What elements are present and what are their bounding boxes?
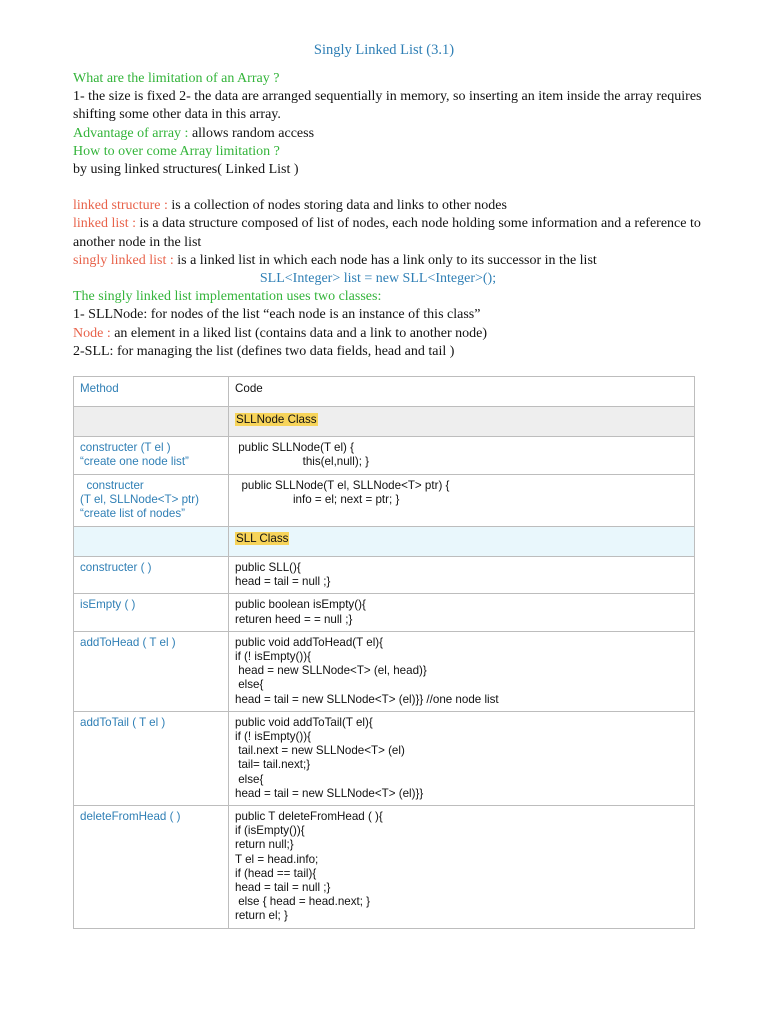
code-line: public void addToHead(T el){	[235, 635, 384, 649]
method-cell: constructer ( )	[74, 557, 229, 594]
answer-array-limitation: 1- the size is fixed 2- the data are arranged sequentially in memory, so inserting an item inside the array requires shifting some other data in this array.	[73, 89, 702, 123]
code-line: else{	[235, 772, 264, 786]
code-line: public boolean isEmpty(){	[235, 598, 366, 612]
method-cell: addToHead ( T el )	[74, 631, 229, 711]
code-cell	[229, 594, 695, 631]
code-line: else { head = head.next; }	[235, 895, 371, 909]
code-line: public void addToTail(T el){	[235, 715, 373, 729]
method-name: constructer	[80, 479, 144, 492]
table-row	[74, 631, 695, 711]
method-note: “create list of nodes”	[80, 507, 186, 521]
example-code-line: SLL<Integer> list = new SLL<Integer>();	[259, 271, 497, 287]
linked-structure-def	[73, 197, 703, 215]
code-line: head = tail = new SLLNode<T> (el)}} //one node list	[235, 692, 499, 706]
code-cell	[229, 631, 695, 711]
code-line: return null;}	[235, 838, 294, 852]
linked-structure-label: linked structure :	[73, 198, 168, 214]
method-name: constructer (T el )	[80, 441, 171, 454]
node-text: an element in a liked list (contains data and a link to another node)	[110, 325, 488, 341]
method-note: “create one node list”	[80, 455, 189, 469]
question-array-limitation: What are the limitation of an Array ?	[73, 71, 280, 86]
class-two-line: 2-SLL: for managing the list (defines two data fields, head and tail )	[73, 343, 455, 359]
table-row	[74, 437, 695, 475]
code-line: head = new SLLNode<T> (el, head)}	[235, 664, 427, 678]
table-row	[74, 711, 695, 805]
code-line: return el; }	[235, 909, 288, 923]
method-cell	[74, 437, 229, 475]
code-line: if (! isEmpty()){	[235, 650, 312, 664]
class-one-line: 1- SLLNode: for nodes of the list “each node is an instance of this class”	[73, 307, 481, 323]
spacer	[73, 179, 703, 197]
section-sll	[229, 527, 695, 557]
page-title: Singly Linked List (3.1)	[313, 42, 455, 58]
advantage-line	[73, 125, 703, 143]
code-line: tail.next = new SLLNode<T> (el)	[235, 744, 405, 758]
advantage-label: Advantage of array :	[73, 125, 189, 141]
table-row	[74, 475, 695, 527]
method-cell	[74, 475, 229, 527]
singly-linked-list-label: singly linked list :	[73, 252, 174, 268]
code-cell	[229, 711, 695, 805]
code-line: returen heed = = null ;}	[235, 612, 353, 626]
linked-structure-text: is a collection of nodes storing data and links to other nodes	[167, 198, 507, 214]
sll-methods	[74, 557, 695, 929]
header-code: Code	[229, 377, 695, 407]
code-line: else{	[235, 678, 264, 692]
code-line: if (! isEmpty()){	[235, 730, 312, 744]
code-line: head = tail = new SLLNode<T> (el)}}	[235, 786, 424, 800]
singly-linked-list-def	[73, 252, 703, 270]
intro-section	[73, 70, 703, 361]
table-row	[74, 594, 695, 631]
code-line: public T deleteFromHead ( ){	[235, 810, 383, 824]
linked-list-def	[73, 215, 703, 251]
code-line: this(el,null); }	[235, 455, 370, 469]
code-line: tail= tail.next;}	[235, 758, 311, 772]
question-overcome: How to over come Array limitation ?	[73, 143, 280, 159]
code-line: public SLLNode(T el) {	[235, 441, 355, 454]
table-header-row	[74, 377, 695, 407]
section-sllnode	[229, 407, 695, 437]
linked-list-text: is a data structure composed of list of nodes, each node holding some information and a reference to another node in the list	[73, 216, 701, 250]
code-cell	[229, 475, 695, 527]
code-line: if (isEmpty()){	[235, 824, 305, 838]
table-row	[74, 806, 695, 929]
section-sll-label: SLL Class	[236, 532, 289, 545]
code-cell	[229, 437, 695, 475]
singly-linked-list-text: is a linked list in which each node has a link only to its successor in the list	[173, 252, 597, 268]
node-label: Node :	[73, 325, 111, 341]
section-sllnode-label: SLLNode Class	[236, 413, 317, 426]
code-cell	[229, 806, 695, 929]
node-def	[73, 325, 703, 343]
section-sllnode-row	[74, 407, 695, 437]
code-cell	[229, 557, 695, 594]
method-cell: addToTail ( T el )	[74, 711, 229, 805]
code-line: head = tail = null ;}	[235, 575, 331, 589]
code-line: T el = head.info;	[235, 852, 319, 866]
advantage-text: allows random access	[188, 125, 315, 141]
answer-overcome: by using linked structures( Linked List )	[73, 162, 299, 178]
code-line: head = tail = null ;}	[235, 881, 331, 895]
code-line: if (head == tail){	[235, 866, 317, 880]
method-cell: isEmpty ( )	[74, 594, 229, 631]
implementation-heading: The singly linked list implementation uses two classes:	[73, 289, 382, 305]
methods-table	[73, 376, 695, 929]
section-sll-row	[74, 527, 695, 557]
code-line: info = el; next = ptr; }	[235, 493, 400, 507]
code-line: public SLLNode(T el, SLLNode<T> ptr) {	[235, 479, 450, 492]
method-cell: deleteFromHead ( )	[74, 806, 229, 929]
linked-list-label: linked list :	[73, 216, 136, 232]
table-row	[74, 557, 695, 594]
header-method: Method	[74, 377, 229, 407]
code-line: public SLL(){	[235, 561, 301, 574]
method-params: (T el, SLLNode<T> ptr)	[80, 493, 199, 507]
